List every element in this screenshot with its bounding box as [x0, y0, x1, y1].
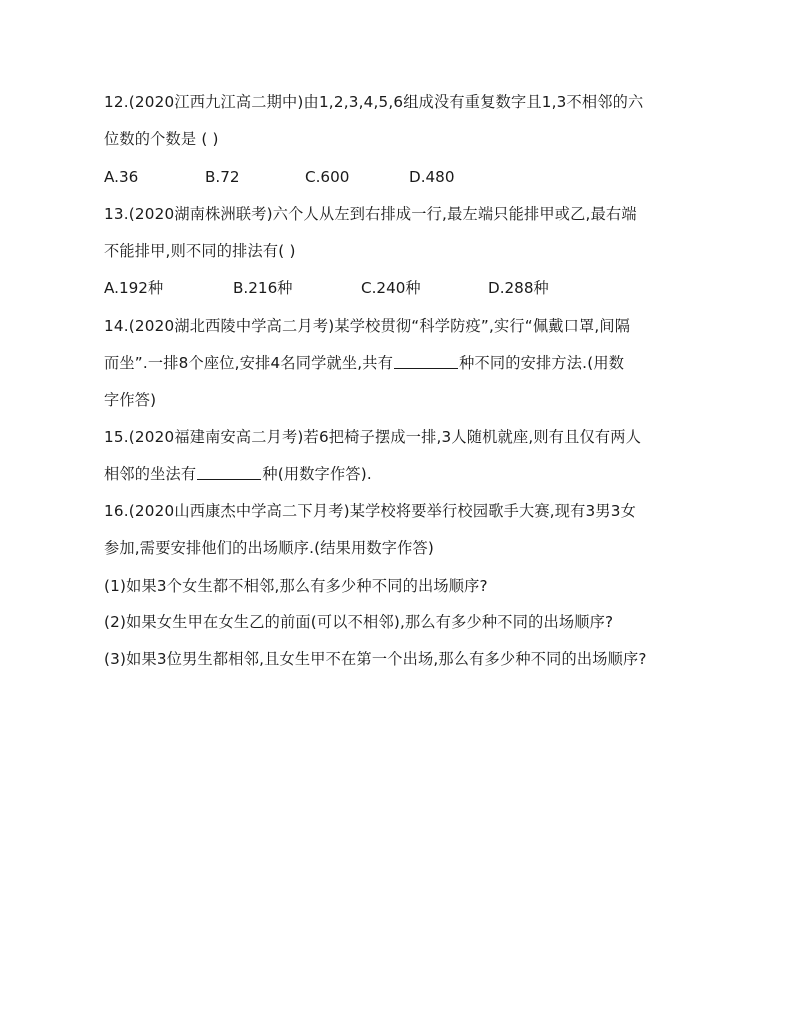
q13-option-a: A.192种 [104, 279, 164, 297]
q13-option-c: C.240种 [361, 279, 421, 297]
q15-line-1: 15.(2020福建南安高二月考)若6把椅子摆成一排,3人随机就座,则有且仅有两人 [104, 428, 642, 446]
q12-option-c: C.600 [305, 168, 350, 186]
q12-option-d: D.480 [409, 168, 455, 186]
q14-line-2-after: 种不同的安排方法.(用数 [459, 354, 625, 372]
q16-sub-1: (1)如果3个女生都不相邻,那么有多少种不同的出场顺序? [104, 577, 488, 595]
q12-line-2: 位数的个数是 ( ) [104, 130, 219, 148]
q13-option-d: D.288种 [488, 279, 549, 297]
q15-answer-blank[interactable] [197, 465, 261, 480]
q14-line-2-before: 而坐”.一排8个座位,安排4名同学就坐,共有 [104, 354, 394, 372]
q14-answer-blank[interactable] [394, 354, 458, 369]
q16-sub-2: (2)如果女生甲在女生乙的前面(可以不相邻),那么有多少种不同的出场顺序? [104, 613, 614, 631]
q13-line-2: 不能排甲,则不同的排法有( ) [104, 242, 296, 260]
q16-sub-3: (3)如果3位男生都相邻,且女生甲不在第一个出场,那么有多少种不同的出场顺序? [104, 650, 647, 668]
q16-line-2: 参加,需要安排他们的出场顺序.(结果用数字作答) [104, 539, 435, 557]
q13-option-b: B.216种 [233, 279, 293, 297]
q15-line-2 [104, 464, 372, 484]
q16-line-1: 16.(2020山西康杰中学高二下月考)某学校将要举行校园歌手大赛,现有3男3女 [104, 502, 637, 520]
q12-line-1: 12.(2020江西九江高二期中)由1,2,3,4,5,6组成没有重复数字且1,3不相邻的六 [104, 93, 644, 111]
q12-option-a: A.36 [104, 168, 139, 186]
q14-line-3: 字作答) [104, 391, 157, 409]
q15-line-2-before: 相邻的坐法有 [104, 465, 197, 483]
q12-option-b: B.72 [205, 168, 240, 186]
q14-line-2 [104, 353, 624, 373]
q15-line-2-after: 种(用数字作答). [262, 465, 372, 483]
q14-line-1: 14.(2020湖北西陵中学高二月考)某学校贯彻“科学防疫”,实行“佩戴口罩,间隔 [104, 317, 631, 335]
q13-line-1: 13.(2020湖南株洲联考)六个人从左到右排成一行,最左端只能排甲或乙,最右端 [104, 205, 637, 223]
